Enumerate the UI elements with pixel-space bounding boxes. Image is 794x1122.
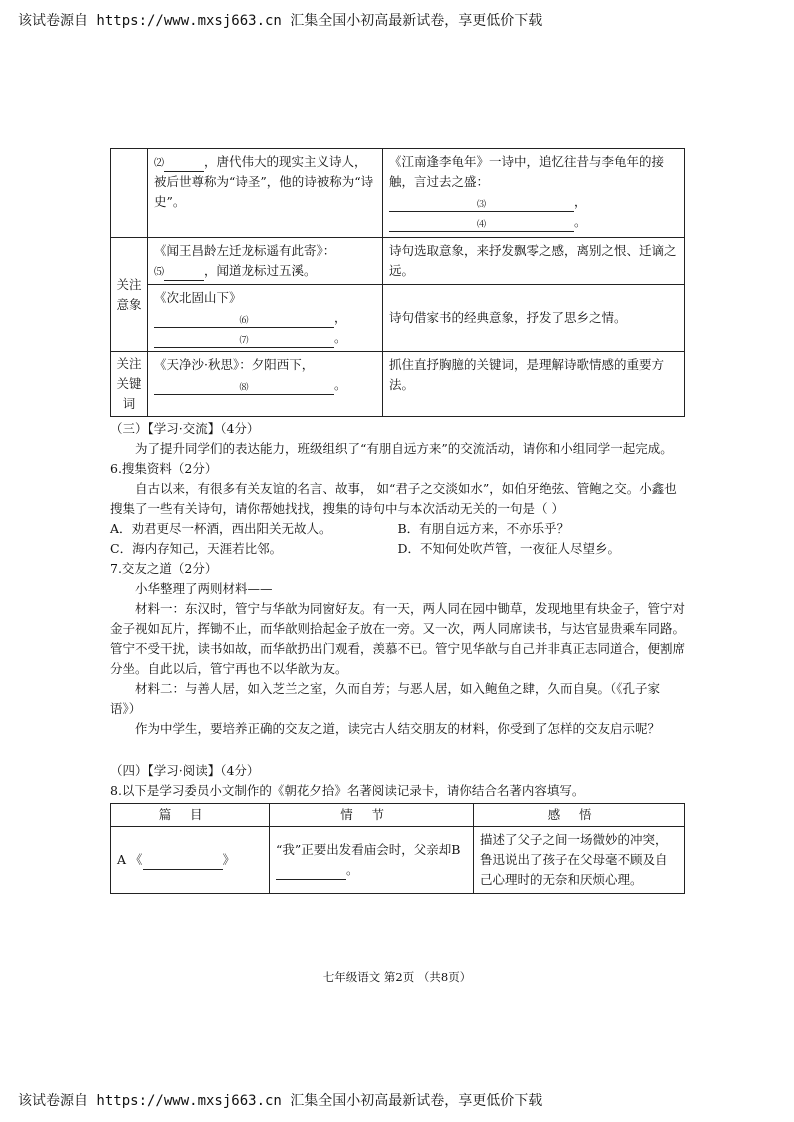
cell-text: ，唐代伟大的现实主义诗人，被后世尊称为“诗圣”，他的诗被称为“诗史”。 xyxy=(154,154,374,209)
answer-blank[interactable] xyxy=(276,865,346,880)
answer-blank[interactable] xyxy=(164,157,204,172)
question-lead: 小华整理了两则材料—— xyxy=(135,581,273,596)
source-banner-top: 该试卷源自 https://www.mxsj663.cn 汇集全国小初高最新试卷，享更低价下载 xyxy=(18,13,543,29)
section-heading: （四）【学习·阅读】（4分） xyxy=(110,763,260,778)
cell-text: A 《 xyxy=(117,852,143,867)
answer-blank[interactable]: ⑷ xyxy=(389,215,574,232)
table-cell: 《天净沙·秋思》：夕阳西下， ⑻ 。 xyxy=(148,352,383,417)
table-row xyxy=(111,285,685,352)
answer-blank[interactable]: ⑻ xyxy=(154,378,334,395)
table-cell: 抓住直抒胸臆的关键词，是理解诗歌情感的重要方法。 xyxy=(383,352,685,417)
card-cell xyxy=(270,827,474,894)
table-cell xyxy=(148,238,383,285)
card-header: 篇目 xyxy=(111,804,270,827)
table-cell: 《次北固山下》 ⑹ ， ⑺ 。 xyxy=(148,285,383,352)
option-b[interactable]: B．有朋自远方来，不亦乐乎？ xyxy=(397,521,570,536)
question-title: 6.搜集资料（2分） xyxy=(110,461,218,476)
poetry-table xyxy=(110,148,685,417)
punctuation: 。 xyxy=(574,214,587,229)
category-cell: 关注意象 xyxy=(111,238,148,352)
answer-blank[interactable] xyxy=(143,855,223,870)
cell-text: 《天净沙·秋思》：夕阳西下， xyxy=(154,357,315,372)
card-header: 情节 xyxy=(270,804,474,827)
category-cell: 关注关键词 xyxy=(111,352,148,417)
table-cell: 诗句选取意象，来抒发飘零之感，离别之恨、迁谪之远。 xyxy=(383,238,685,285)
question-text: 作为中学生，要培养正确的交友之道，读完古人结交朋友的材料，你受到了怎样的交友启示呢？ xyxy=(135,721,661,736)
page-content xyxy=(110,148,685,894)
option-d[interactable]: D．不知何处吹芦管，一夜征人尽望乡。 xyxy=(397,541,621,556)
question-text: 8.以下是学习委员小文制作的《朝花夕拾》名著阅读记录卡，请你结合名著内容填写。 xyxy=(110,783,585,798)
cell-text: 《次北固山下》 xyxy=(154,290,242,305)
choice-options xyxy=(110,519,685,559)
punctuation: ， xyxy=(574,194,587,209)
section-heading: （三）【学习·交流】（4分） xyxy=(110,421,260,436)
table-row xyxy=(111,149,685,238)
cell-text: 。 xyxy=(346,862,359,877)
option-c[interactable]: C．海内存知己，天涯若比邻。 xyxy=(110,541,283,556)
cell-text: ，闻道龙标过五溪。 xyxy=(204,263,317,278)
source-banner-bottom: 该试卷源自 https://www.mxsj663.cn 汇集全国小初高最新试卷，享更低价下载 xyxy=(18,1093,543,1109)
question-text: 自古以来，有很多有关友谊的名言、故事， 如“君子之交淡如水”，如伯牙绝弦、管鲍之交。小鑫也搜集了一些有关诗句，请你帮她找找，搜集的诗句中与本次活动无关的一句是（ ） xyxy=(110,481,677,516)
blank-number: ⑸ xyxy=(154,267,164,278)
answer-blank[interactable] xyxy=(164,266,204,281)
option-a[interactable]: A．劝君更尽一杯酒，西出阳关无故人。 xyxy=(110,521,332,536)
table-row xyxy=(111,352,685,417)
cell-text: 《江南逢李龟年》一诗中，追忆往昔与李龟年的接触，言过去之盛： xyxy=(389,154,665,189)
reading-record-card xyxy=(110,803,685,894)
answer-blank[interactable]: ⑺ xyxy=(154,331,334,348)
table-cell xyxy=(383,149,685,238)
question-title: 7.交友之道（2分） xyxy=(110,561,218,576)
answer-blank[interactable]: ⑶ xyxy=(389,195,574,212)
material-one: 材料一：东汉时，管宁与华歆为同窗好友。有一天，两人同在园中锄草，发现地里有块金子，管宁对金子视如瓦片，挥锄不止，而华歆则拾起金子放在一旁。又一次，两人同席读书，与达官显贵乘车同路。管宁不受干扰，读书如故，而华歆扔出门观看，羡慕不已。管宁见华歆与自己并非真正志同道合，便割席分坐。自此以后，管宁再也不以华歆为友。 xyxy=(110,601,686,676)
material-two: 材料二：与善人居，如入芝兰之室，久而自芳；与恶人居，如入鲍鱼之肆，久而自臭。（《孔子家语》） xyxy=(110,681,661,716)
card-cell: 描述了父子之间一场微妙的冲突，鲁迅说出了孩子在父母毫不顾及自己心理时的无奈和厌烦心理。 xyxy=(474,827,685,894)
cell-text: 《闻王昌龄左迁龙标遥有此寄》： xyxy=(154,243,336,258)
category-cell-empty xyxy=(111,149,148,238)
cell-text: 》 xyxy=(222,852,236,867)
card-cell xyxy=(111,827,270,894)
blank-number: ⑵ xyxy=(154,158,164,169)
answer-blank[interactable]: ⑹ xyxy=(154,311,334,328)
card-row xyxy=(111,827,685,894)
card-header: 感悟 xyxy=(474,804,685,827)
section-intro: 为了提升同学们的表达能力，班级组织了“有朋自远方来”的交流活动，请你和小组同学一起完成。 xyxy=(135,441,673,456)
page-footer: 七年级语文 第2页 （共8页） xyxy=(322,970,472,984)
card-header-row xyxy=(111,804,685,827)
cell-text: “我”正要出发看庙会时，父亲却B xyxy=(276,842,461,857)
table-cell: 诗句借家书的经典意象，抒发了思乡之情。 xyxy=(383,285,685,352)
table-row xyxy=(111,238,685,285)
table-cell xyxy=(148,149,383,238)
